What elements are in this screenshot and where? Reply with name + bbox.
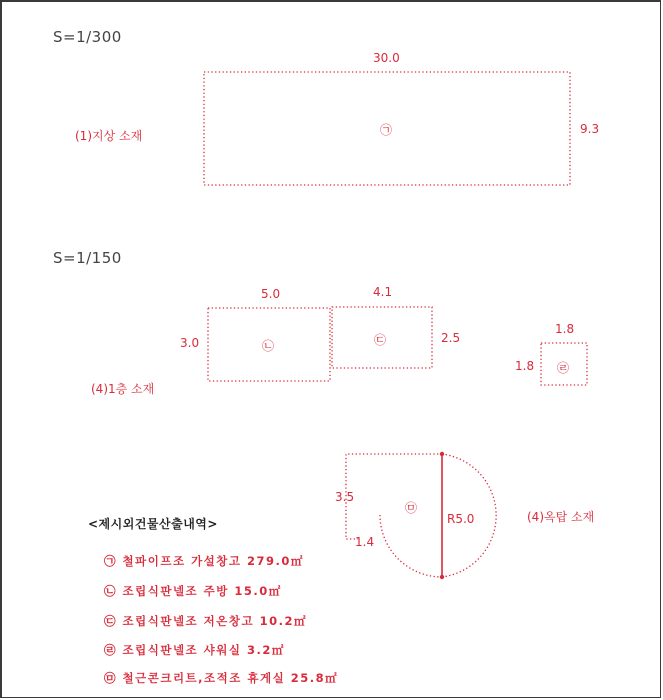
shower-room-height-dimension: 1.8 [515, 359, 535, 373]
legend-text: 조립식판넬조 저온창고 10.2㎡ [122, 614, 307, 628]
legend-mark: ㉡ [104, 584, 117, 598]
floor1-location-label: (4)1층 소재 [91, 382, 155, 396]
legend-mark: ㉢ [104, 614, 117, 628]
rooftop-arc-left [380, 515, 442, 577]
legend-text: 조립식판넬조 샤워실 3.2㎡ [122, 643, 285, 657]
cold-storage-height-dimension: 2.5 [441, 331, 461, 345]
rooftop-mark: ㉤ [405, 501, 418, 515]
legend-text: 철근콘크리트,조적조 휴게실 25.8㎡ [122, 671, 339, 685]
legend-item [104, 553, 304, 569]
ground-location-label: (1)지상 소재 [75, 129, 143, 143]
rooftop-location-label: (4)옥탑 소재 [527, 510, 595, 524]
legend-item [104, 613, 307, 629]
kitchen-height-dimension: 3.0 [180, 336, 200, 350]
ground-height-dimension: 9.3 [580, 122, 600, 136]
legend-text: 철파이프조 가설창고 279.0㎡ [122, 554, 304, 568]
legend-mark: ㉤ [104, 671, 117, 685]
shower-room-width-dimension: 1.8 [555, 322, 575, 336]
scale-label-1-150: S=1/150 [53, 249, 122, 267]
legend-item [104, 583, 282, 599]
legend-item [104, 670, 338, 686]
rooftop-radius-dimension: R5.0 [447, 512, 475, 526]
shower-room-mark: ㉣ [557, 361, 570, 375]
legend-mark: ㉠ [104, 554, 117, 568]
legend-text: 조립식판넬조 주방 15.0㎡ [122, 584, 282, 598]
rooftop-height-dimension: 3.5 [335, 490, 355, 504]
legend-item [104, 642, 285, 658]
kitchen-mark: ㉡ [262, 339, 275, 353]
rooftop-offset-dimension: 1.4 [355, 535, 375, 549]
cold-storage-mark: ㉢ [374, 333, 387, 347]
rooftop-outline [346, 454, 442, 539]
legend-title: <제시외건물산출내역> [88, 517, 218, 531]
ground-width-dimension: 30.0 [373, 51, 400, 65]
scale-label-1-300: S=1/300 [53, 28, 122, 46]
cold-storage-width-dimension: 4.1 [373, 285, 393, 299]
ground-structure-mark: ㉠ [380, 123, 393, 137]
kitchen-width-dimension: 5.0 [261, 287, 281, 301]
legend-mark: ㉣ [104, 643, 117, 657]
